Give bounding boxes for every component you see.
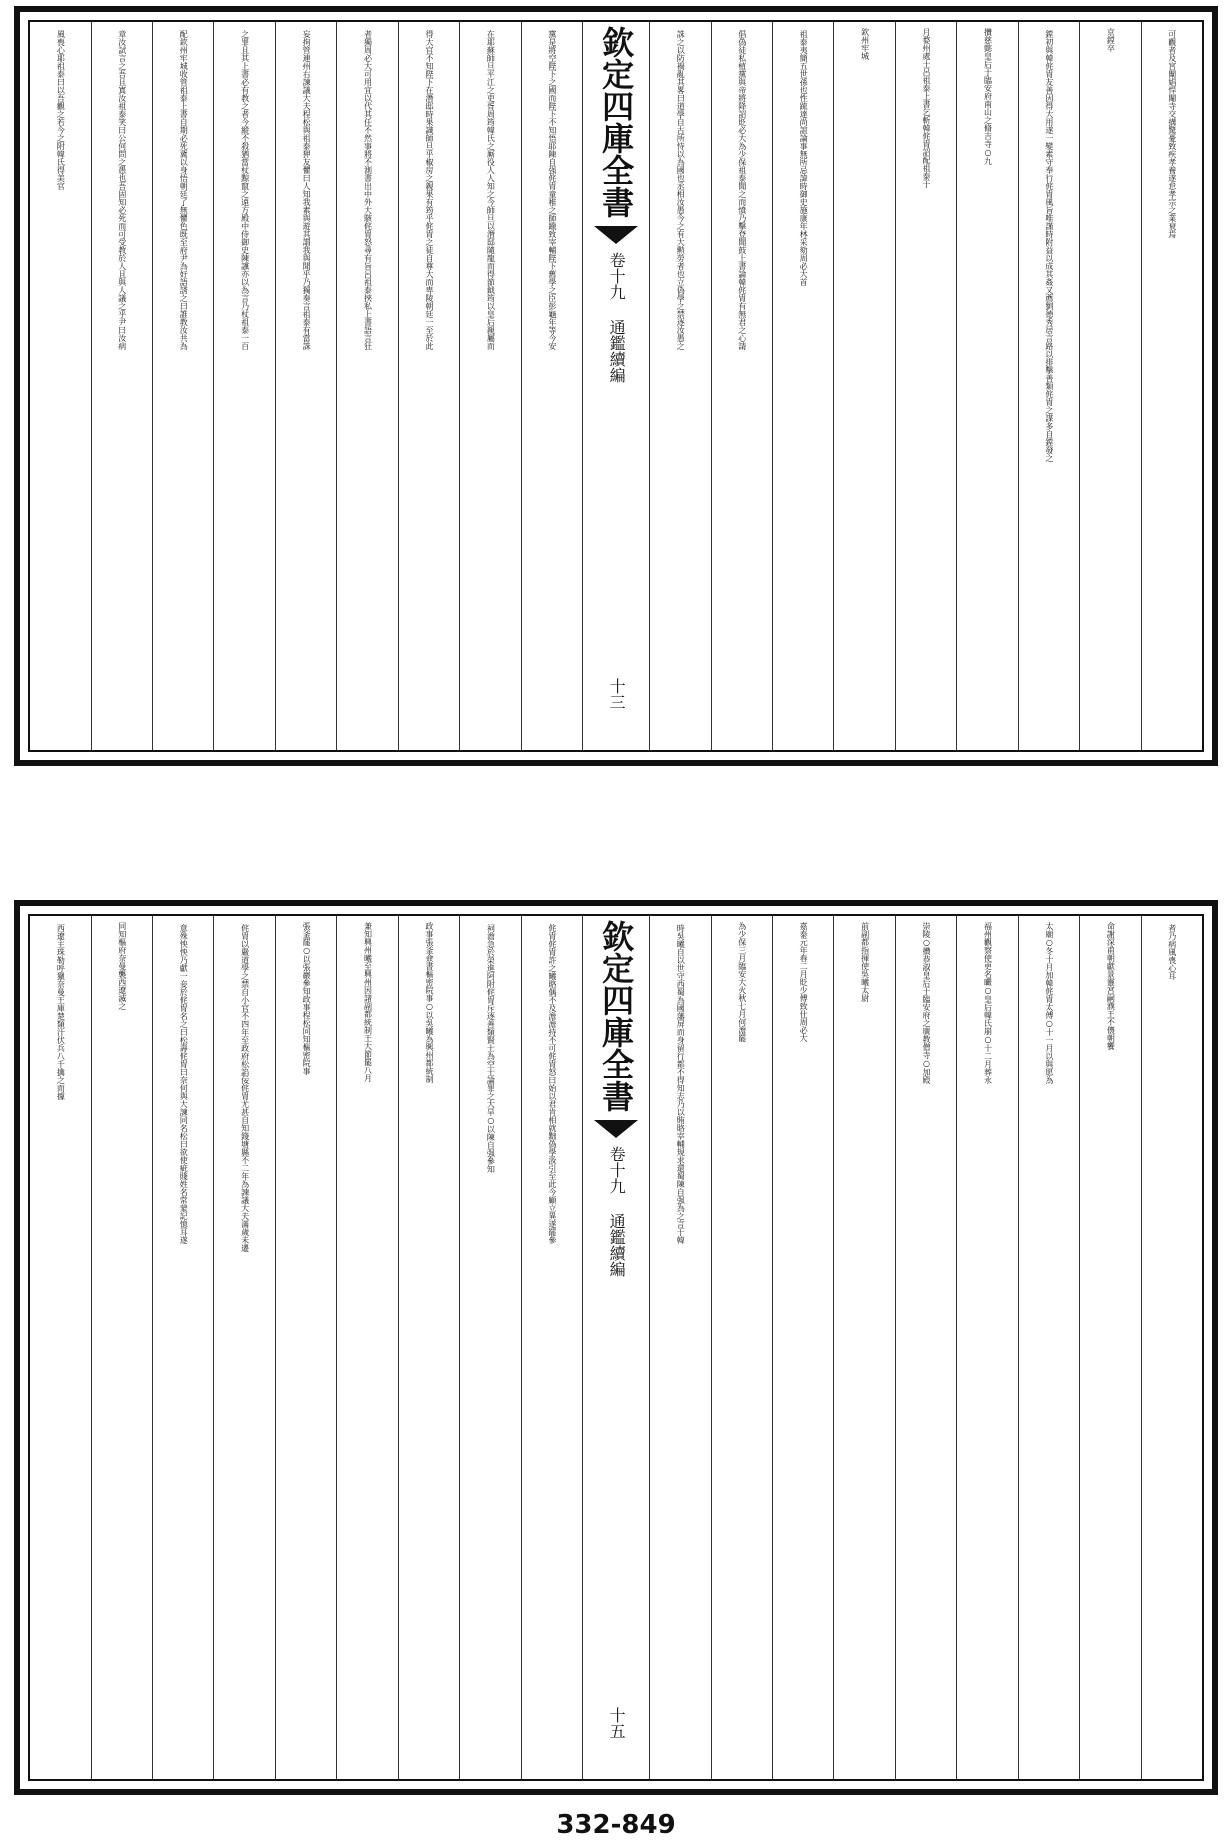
text-column	[1141, 916, 1202, 1779]
text-column	[895, 22, 956, 750]
main-text: 月婺州處士呂祖泰上書乞斬韓侂胄詔配祖泰于	[922, 28, 932, 188]
top-page	[14, 6, 1218, 766]
fishtail-mark-icon	[594, 1120, 638, 1138]
text-column	[275, 916, 336, 1779]
main-text: 同知樞府奈曼襲西遼滅之	[117, 922, 127, 1010]
page-number: 332-849	[556, 1810, 676, 1840]
text-column	[459, 916, 520, 1779]
text-column	[895, 916, 956, 1779]
annotation-text: 誅之以防禍亂其畧曰道學自古所恃以為國也丞相汝愚今之有大勲勞者也立偽學之禁逐汝愚之	[676, 30, 686, 350]
annotation-text: 可觀者及宮闈娼悍閹寺交搆驚憂致疾孝養遂怠孝宗之業衰焉	[1167, 30, 1177, 238]
text-column	[521, 22, 582, 750]
text-column	[213, 916, 274, 1779]
text-column	[30, 22, 90, 750]
text-column	[772, 916, 833, 1779]
text-column	[398, 916, 459, 1779]
text-column	[336, 22, 397, 750]
book-title: 欽定四庫全書	[597, 26, 636, 218]
annotation-text: 祠澹急於榮進阿附侂胄斥逐善類賢士為空士論罪之大旱○以陳自强參知	[486, 924, 496, 1173]
main-text: 欽州牢城	[860, 28, 870, 60]
center-fold	[582, 916, 649, 1779]
text-column	[956, 22, 1017, 750]
bottom-page	[14, 900, 1218, 1795]
annotation-text: 風喪心耶祖泰曰以吾觀之若今之附韓氏得美官	[56, 30, 66, 190]
text-column	[213, 22, 274, 750]
annotation-text: 時吳曦自以世守西蜀為國藩屏而身留行都不得知志乃以賄賂宰輔規求還蜀陳自强為之言于韓	[676, 924, 686, 1244]
text-column	[91, 22, 152, 750]
leaf-number: 十三	[607, 678, 627, 710]
main-text: 攢慈懿皇后于臨安府南山之脩吉寺○九	[983, 28, 993, 165]
text-column	[1018, 916, 1079, 1779]
text-column	[398, 22, 459, 750]
text-column	[649, 916, 710, 1779]
annotation-text: 者獨周必大可用宜以代其任不然事將不測書出中外大駭侂胄怒尋有旨呂祖泰挾私上書語言狂	[363, 30, 373, 350]
leaf-number: 十五	[607, 1707, 627, 1739]
text-column	[1079, 916, 1140, 1779]
center-fold	[582, 22, 649, 750]
juan-label: 卷十九 通鑑續編	[607, 1146, 627, 1277]
text-column	[152, 916, 213, 1779]
annotation-text: 得大官不知陛下在潛邸時果識師旦乎椒房之親果有筠乎侂胄之徒自尊大而卑陵朝廷一至於此	[424, 30, 434, 350]
main-text: 張釜罷○以張巖參知政事程松同知樞密院事	[302, 922, 312, 1075]
text-column	[336, 916, 397, 1779]
text-column	[833, 916, 894, 1779]
annotation-text: 祖泰夷簡五世孫也性䟽達尚誼論事無所忌諱時御史施康年林采劾周必大首	[799, 30, 809, 286]
text-column	[152, 22, 213, 750]
bottom-page-columns	[28, 914, 1204, 1781]
annotation-text: 配欽州牢城收管祖泰上書自期必死冀以身悟朝廷了無懼色既至府尹為好語誘之曰誰教汝共為	[179, 30, 189, 350]
annotation-text: 者乃病風喪心耳	[1167, 924, 1177, 980]
annotation-text: 之罪且其上書必有教之者今縱不殺猶當杖黥竄之遠方殿中侍御史陳讜亦以為言乃杖祖泰一百	[240, 30, 250, 350]
text-column	[649, 22, 710, 750]
main-text: 太廟○冬十月加韓侂胄太傅○十一月以與愿為	[1044, 922, 1054, 1084]
fishtail-mark-icon	[594, 226, 638, 244]
main-text: 兼知興州曦至興州因諸副都統制王大節罷八月	[363, 922, 373, 1082]
text-column	[275, 22, 336, 750]
text-column	[772, 22, 833, 750]
annotation-text: 在耶蘇師旦平江之吏胥周筠韓氏之厮役人人知之今師旦以潛邸隨龍而得節鉞筠以皇后親屬而	[486, 30, 496, 350]
text-column	[833, 22, 894, 750]
text-column	[521, 916, 582, 1779]
annotation-text: 黨是將空陛下之國而陛下不知悟耶陳自强侂胄童稚之師躐致宰輔陛下舊學之臣彭龜年等今安	[547, 30, 557, 350]
annotation-text: 西遼主珠勒呼獵奈曼王庫楚類汗伏兵八千擒之而據	[56, 924, 66, 1100]
text-column	[1141, 22, 1202, 750]
main-text: 福州觀察使更名曮○皇后韓氏崩○十二月葬永	[983, 922, 993, 1084]
annotation-text: 章汝試言之吾且寘汝祖泰笑曰公何問之愚也吾固知必死而可受教於人且與人議之乎尹曰汝病	[117, 30, 127, 350]
annotation-text: 侂胄以嚴道學之禁自小官不四年至政府松諂佞侂胄尤甚自知錢塘縣不二年為諫議大夫滿歲未遷	[240, 924, 250, 1252]
annotation-text: 意殊怏怏乃獻一妾於侂胄名之曰松壽侂胄曰奈何與大諫同名松曰欲使疵賤姓名常蒙記憶耳遂	[179, 924, 189, 1244]
juan-label: 卷十九 通鑑續編	[607, 252, 627, 383]
top-page-columns	[28, 20, 1204, 752]
main-text: 為少保三月臨安大火秋七月何澹罷	[737, 922, 747, 1042]
text-column	[30, 916, 90, 1779]
text-column	[91, 916, 152, 1779]
main-text: 前副都指揮使吳曦太尉	[860, 922, 870, 1002]
main-text: 崇陵○攢恭淑皇后于臨安府之廣教僧寺○加殿	[922, 922, 932, 1084]
text-column	[711, 22, 772, 750]
book-title: 欽定四庫全書	[597, 920, 636, 1112]
main-text: 命謝深甫朝獻景靈宮嗣濮王不㒟朝饗	[1106, 922, 1116, 1050]
text-column	[711, 916, 772, 1779]
text-column	[1079, 22, 1140, 750]
main-text: 京鏜卒	[1106, 28, 1116, 52]
annotation-text: 鏜初與韓侂胄友善因得大用遂一變素守奉行侂胄風旨唯謹時附益以成其姦又薦劉德秀居言路以排擊善類侂胄之謀多自鏜發之	[1044, 30, 1054, 462]
annotation-text: 侂胄侂胄許之曦賂偶不及澹澹持不可侂胄怒曰始以君肯相就黜偽學汲引至此今顧立異遂罷參	[547, 924, 557, 1244]
main-text: 政事張釜僉書樞密院事○以吳曦為興州都統制	[424, 922, 434, 1083]
text-column	[1018, 22, 1079, 750]
annotation-text: 倡偽徒私植黨與帝將降詔貶必大為少保祖泰聞之而憤乃擊登聞鼓上書論韓侂胄有無君之心請	[737, 30, 747, 350]
text-column	[459, 22, 520, 750]
annotation-text: 妄拘管連州右諫議大夫程松與祖泰狎友懼曰人知我素與遊其謂我與聞乎乃獨奏言祖泰有當誅	[302, 30, 312, 350]
main-text: 嘉泰元年春二月貶少傅致仕周必大	[799, 922, 809, 1042]
text-column	[956, 916, 1017, 1779]
